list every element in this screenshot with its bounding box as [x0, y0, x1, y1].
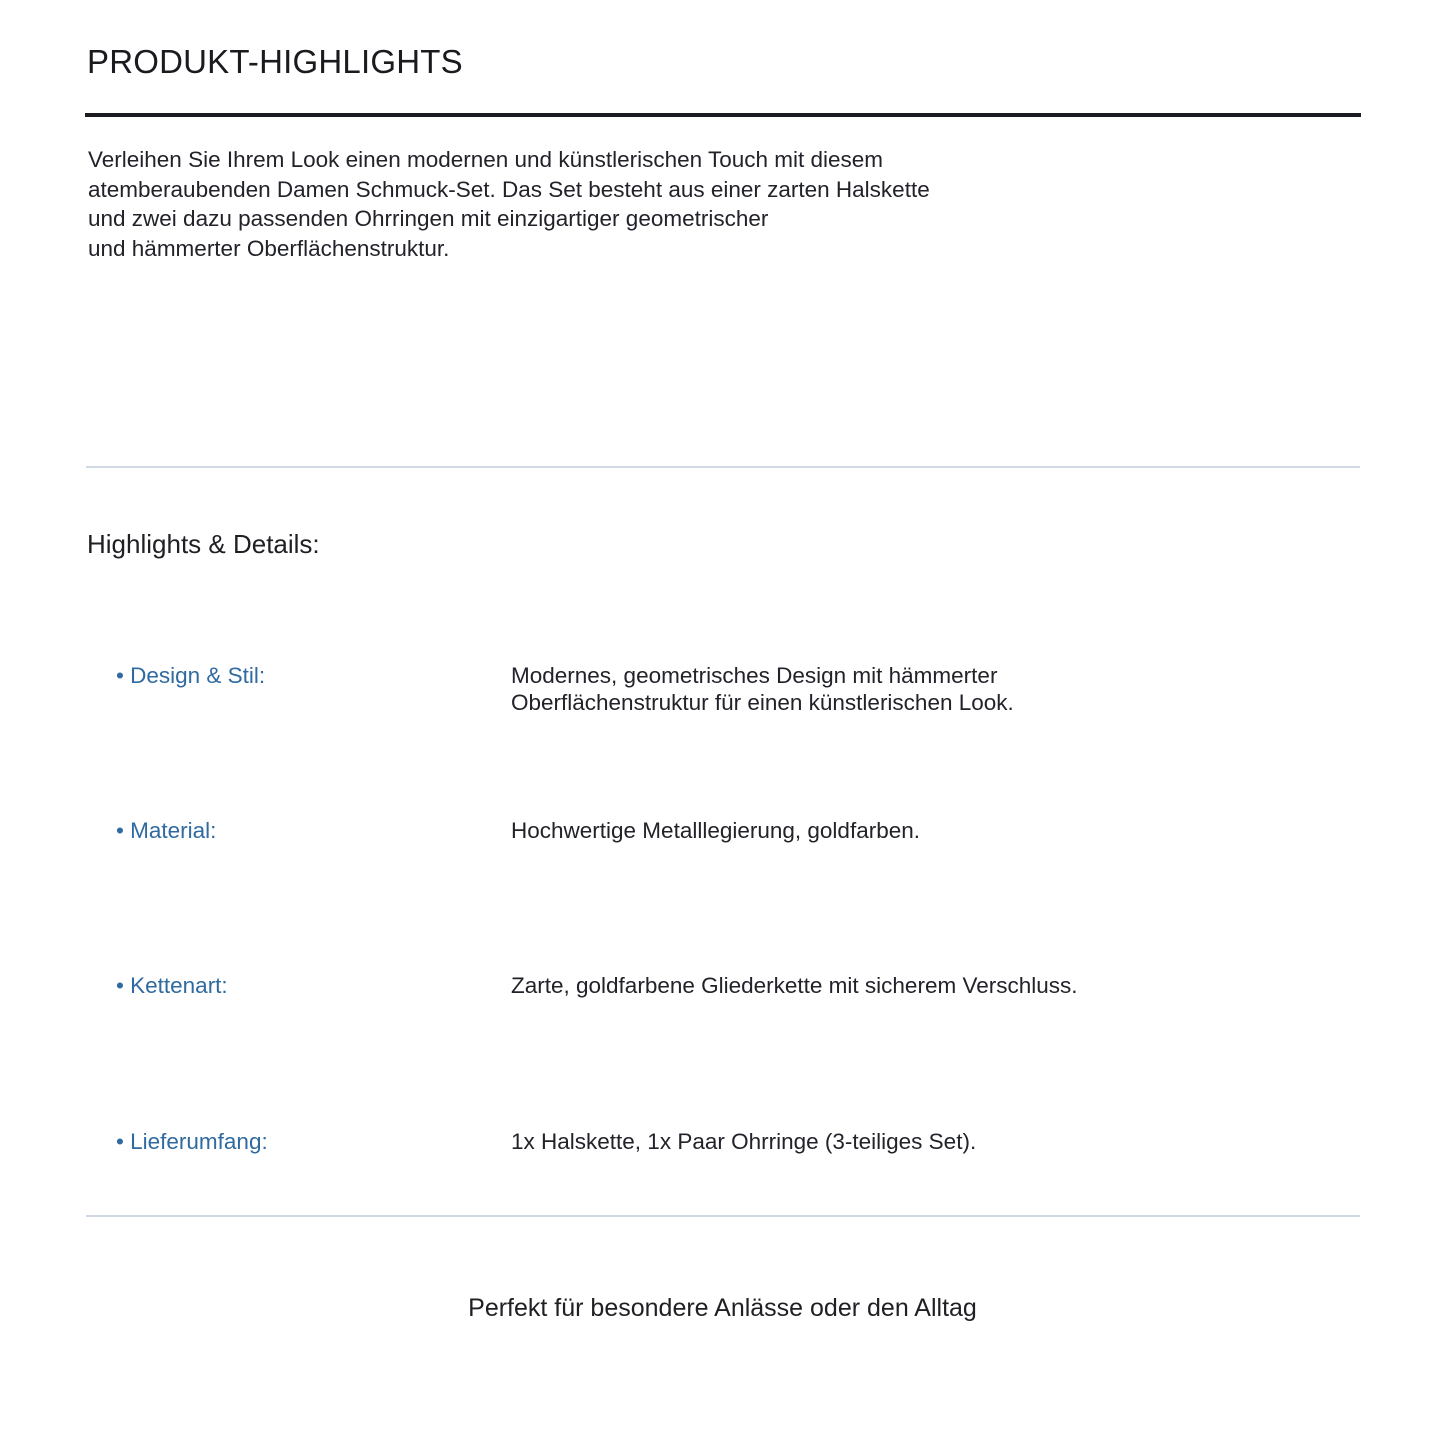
page-title: PRODUKT-HIGHLIGHTS	[87, 43, 463, 80]
detail-value	[511, 662, 1131, 716]
detail-label: • Design & Stil:	[116, 663, 266, 688]
detail-value-line: 1x Halskette, 1x Paar Ohrringe (3-teiliges Set).	[511, 1129, 977, 1154]
detail-value-line: Modernes, geometrisches Design mit hämmerter	[511, 663, 998, 688]
detail-label: • Kettenart:	[116, 973, 228, 998]
highlights-heading: Highlights & Details:	[87, 529, 320, 559]
intro-paragraph	[88, 145, 1048, 263]
detail-label: • Material:	[116, 818, 217, 843]
detail-label: • Lieferumfang:	[116, 1129, 268, 1154]
intro-line: und zwei dazu passenden Ohrringen mit einzigartiger geometrischer	[88, 206, 769, 231]
title-divider	[85, 113, 1361, 117]
intro-line: Verleihen Sie Ihrem Look einen modernen und künstlerischen Touch mit diesem	[88, 147, 884, 172]
intro-line: und hämmerter Oberflächenstruktur.	[88, 235, 450, 261]
footer-tagline: Perfekt für besondere Anlässe oder den Alltag	[468, 1294, 977, 1322]
section-divider	[86, 466, 1360, 468]
detail-value	[511, 972, 1131, 999]
detail-value-line: Hochwertige Metalllegierung, goldfarben.	[511, 818, 920, 843]
detail-value-line: Zarte, goldfarbene Gliederkette mit sicherem Verschluss.	[511, 973, 1078, 998]
intro-line: atemberaubenden Damen Schmuck-Set. Das Set besteht aus einer zarten Halskette	[88, 176, 930, 202]
detail-value	[511, 817, 1131, 844]
detail-value	[511, 1128, 1131, 1155]
section-divider	[86, 1215, 1360, 1217]
detail-value-line: Oberflächenstruktur für einen künstlerischen Look.	[511, 690, 1014, 715]
